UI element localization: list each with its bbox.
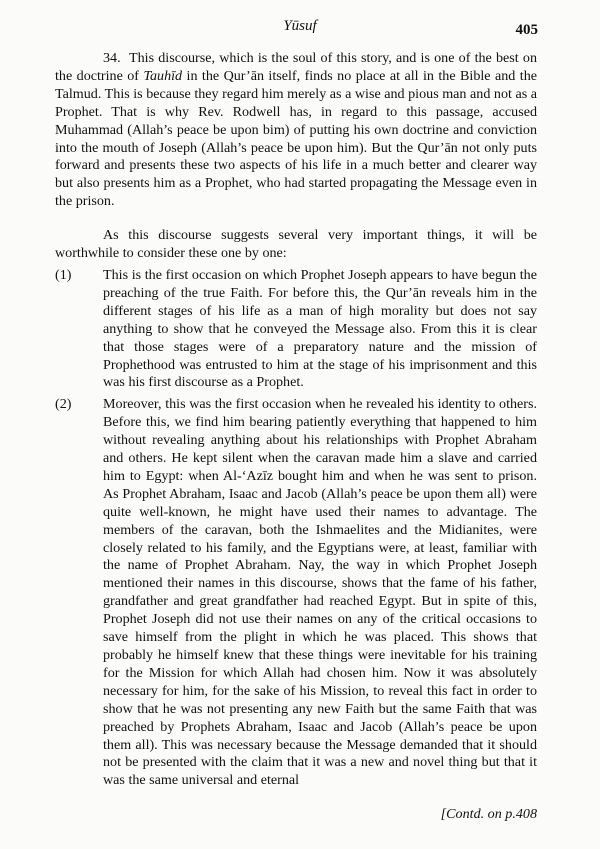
paragraph-gap bbox=[55, 211, 537, 227]
commentary-body bbox=[55, 50, 537, 794]
note-intro-pre: This discourse, which is the soul of this story, and is one of the best on the doctrine of bbox=[55, 50, 537, 84]
list-item-text: This is the first occasion on which Prophet Joseph appears to have begun the preaching of the true Faith. For before this, the Qur’ān reveals him in the different stages of his life as a man of high morality but does not say anything to show that he conveyed the Message also. From this it is clear that those stages were of a preparatory nature and the mission of Prophethood was entrusted to him at the stage of his imprisonment and this was his first discourse as a Prophet. bbox=[103, 266, 537, 391]
note-term: Tauhīd bbox=[143, 67, 183, 84]
list-item-number: (2) bbox=[55, 396, 72, 413]
list-item bbox=[55, 396, 537, 790]
page-number: 405 bbox=[515, 22, 538, 38]
running-head: Yūsuf bbox=[283, 18, 317, 34]
note-paragraph bbox=[55, 50, 537, 211]
list-item-text: Moreover, this was the first occasion when he revealed his identity to others. Before this, we find him bearing patiently everything that happened to him without revealing anything about his relationships with Prophet Abraham and others. He kept silent when the caravan made him a slave and carried him to Egypt: when Al-‘Azīz bought him and when he was sent to prison. As Prophet Abraham, Isaac and Jacob (Allah’s peace be upon them all) were quite well-known, he might have used their names to advantage. The members of the caravan, both the Ishmaelites and the Midianites, were closely related to his family, and the Egyptians were, at least, familiar with the name of Prophet Abraham. Nay, the way in which Prophet Joseph mentioned their names in this discourse, shows that the fame of his father, grandfather and great grandfather had reached Egypt. But in spite of this, Prophet Joseph did not use their names on any of the critical occasions to save himself from the plight in which he was placed. This shows that probably he himself knew that these things were inevitable for his training for the Mission for which Allah had chosen him. Now it was absolutely necessary for him, for the sake of his Mission, to reveal this fact in order to show that he was not presenting any new Faith but the same Faith that was preached by Prophets Abraham, Isaac and Jacob (Allah’s peace be upon them all). This was necessary because the Message demanded that it should not be presented with the claim that it was a new and novel thing but that it was the same universal and eternal bbox=[103, 396, 537, 789]
list-item-number: (1) bbox=[55, 266, 72, 283]
list-item bbox=[55, 267, 537, 392]
note-intro-post: in the Qur’ān itself, finds no place at all in the Bible and the Talmud. This is because they regard him merely as a wise and pious man and not as a Prophet. That is why Rev. Rodwell has, in regard to this passage, accused Muhammad (Allah’s peace be upon bim) of putting his own doctrine and conviction into the mouth of Joseph (Allah’s peace be upon him). But the Qur’ān not only puts forward and presents these two aspects of his life in a much better and clearer way but also presents him as a Prophet, who had started propagating the Message even in the prison. bbox=[55, 67, 537, 210]
note-number: 34. bbox=[103, 50, 121, 66]
continued-note: [Contd. on p.408 bbox=[440, 806, 537, 822]
lead-paragraph: As this discourse suggests several very important things, it will be worthwhile to consider these one by one: bbox=[55, 227, 537, 262]
